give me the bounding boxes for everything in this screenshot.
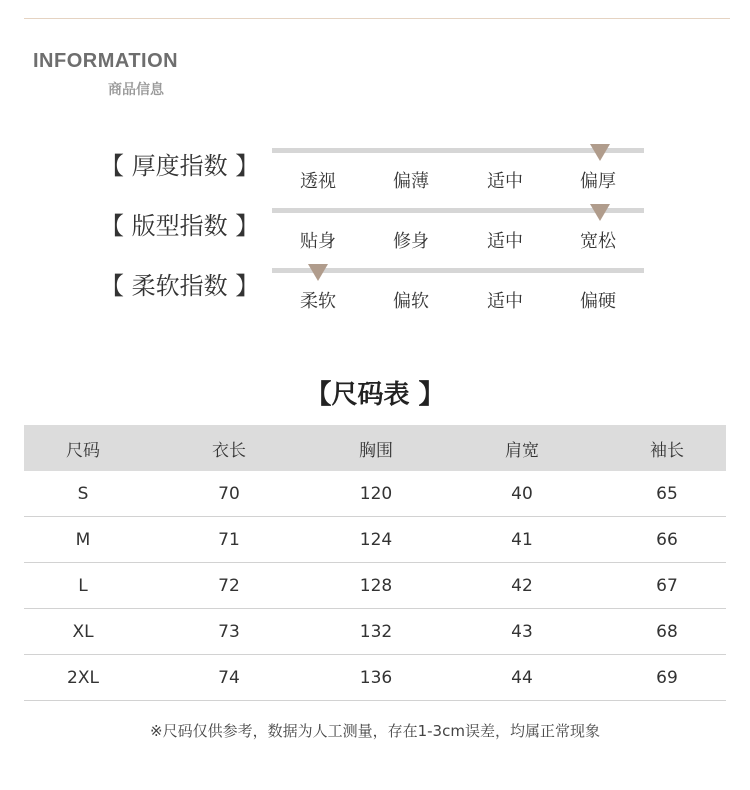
table-row [24,563,726,609]
index-option: 宽松 [580,231,616,252]
index-option: 偏薄 [393,171,429,192]
table-cell: 74 [218,667,240,688]
table-cell: 132 [359,621,393,642]
table-row [24,471,726,517]
table-cell: 2XL [67,667,99,688]
index-label: 【 厚度指数 】 [100,152,260,180]
table-cell: 128 [359,575,393,596]
index-bar [272,148,644,153]
index-option: 柔软 [300,291,336,312]
column-header: 衣长 [212,440,246,461]
table-row [24,517,726,563]
table-cell: 44 [511,667,533,688]
column-header: 胸围 [359,440,393,461]
table-header-row [24,425,726,471]
table-row [24,609,726,655]
table-cell: 70 [218,483,240,504]
index-option: 偏软 [393,291,429,312]
index-marker-icon [590,204,610,221]
size-table [24,425,726,701]
section-title: INFORMATION [33,50,179,72]
index-label: 【 版型指数 】 [100,212,260,240]
table-cell: S [77,483,89,504]
table-cell: XL [72,621,94,642]
column-header: 肩宽 [505,440,539,461]
index-option: 适中 [487,291,523,312]
table-cell: 73 [218,621,240,642]
table-cell: 71 [218,529,240,550]
table-cell: 68 [656,621,678,642]
index-marker-icon [308,264,328,281]
table-cell: 40 [511,483,533,504]
table-cell: 43 [511,621,533,642]
index-option: 透视 [300,171,336,192]
index-option: 偏硬 [580,291,616,312]
index-marker-icon [590,144,610,161]
table-cell: M [75,529,91,550]
table-cell: 66 [656,529,678,550]
table-cell: 67 [656,575,678,596]
index-option: 偏厚 [580,171,616,192]
table-row [24,655,726,701]
size-chart-title: 【尺码表 】 [305,380,445,410]
index-option: 贴身 [300,231,336,252]
index-option: 适中 [487,171,523,192]
index-label: 【 柔软指数 】 [100,272,260,300]
index-option: 修身 [393,231,429,252]
table-cell: 124 [359,529,393,550]
top-divider [24,18,730,19]
column-header: 袖长 [650,440,684,461]
table-cell: 65 [656,483,678,504]
table-cell: 42 [511,575,533,596]
index-bar [272,208,644,213]
size-note: ※尺码仅供参考，数据为人工测量，存在1-3cm误差，均属正常现象 [150,722,600,740]
index-option: 适中 [487,231,523,252]
table-cell: 41 [511,529,533,550]
section-subtitle: 商品信息 [108,82,164,98]
column-header: 尺码 [66,440,100,461]
table-cell: 136 [359,667,393,688]
table-cell: L [78,575,88,596]
table-cell: 120 [359,483,393,504]
table-cell: 69 [656,667,678,688]
table-cell: 72 [218,575,240,596]
